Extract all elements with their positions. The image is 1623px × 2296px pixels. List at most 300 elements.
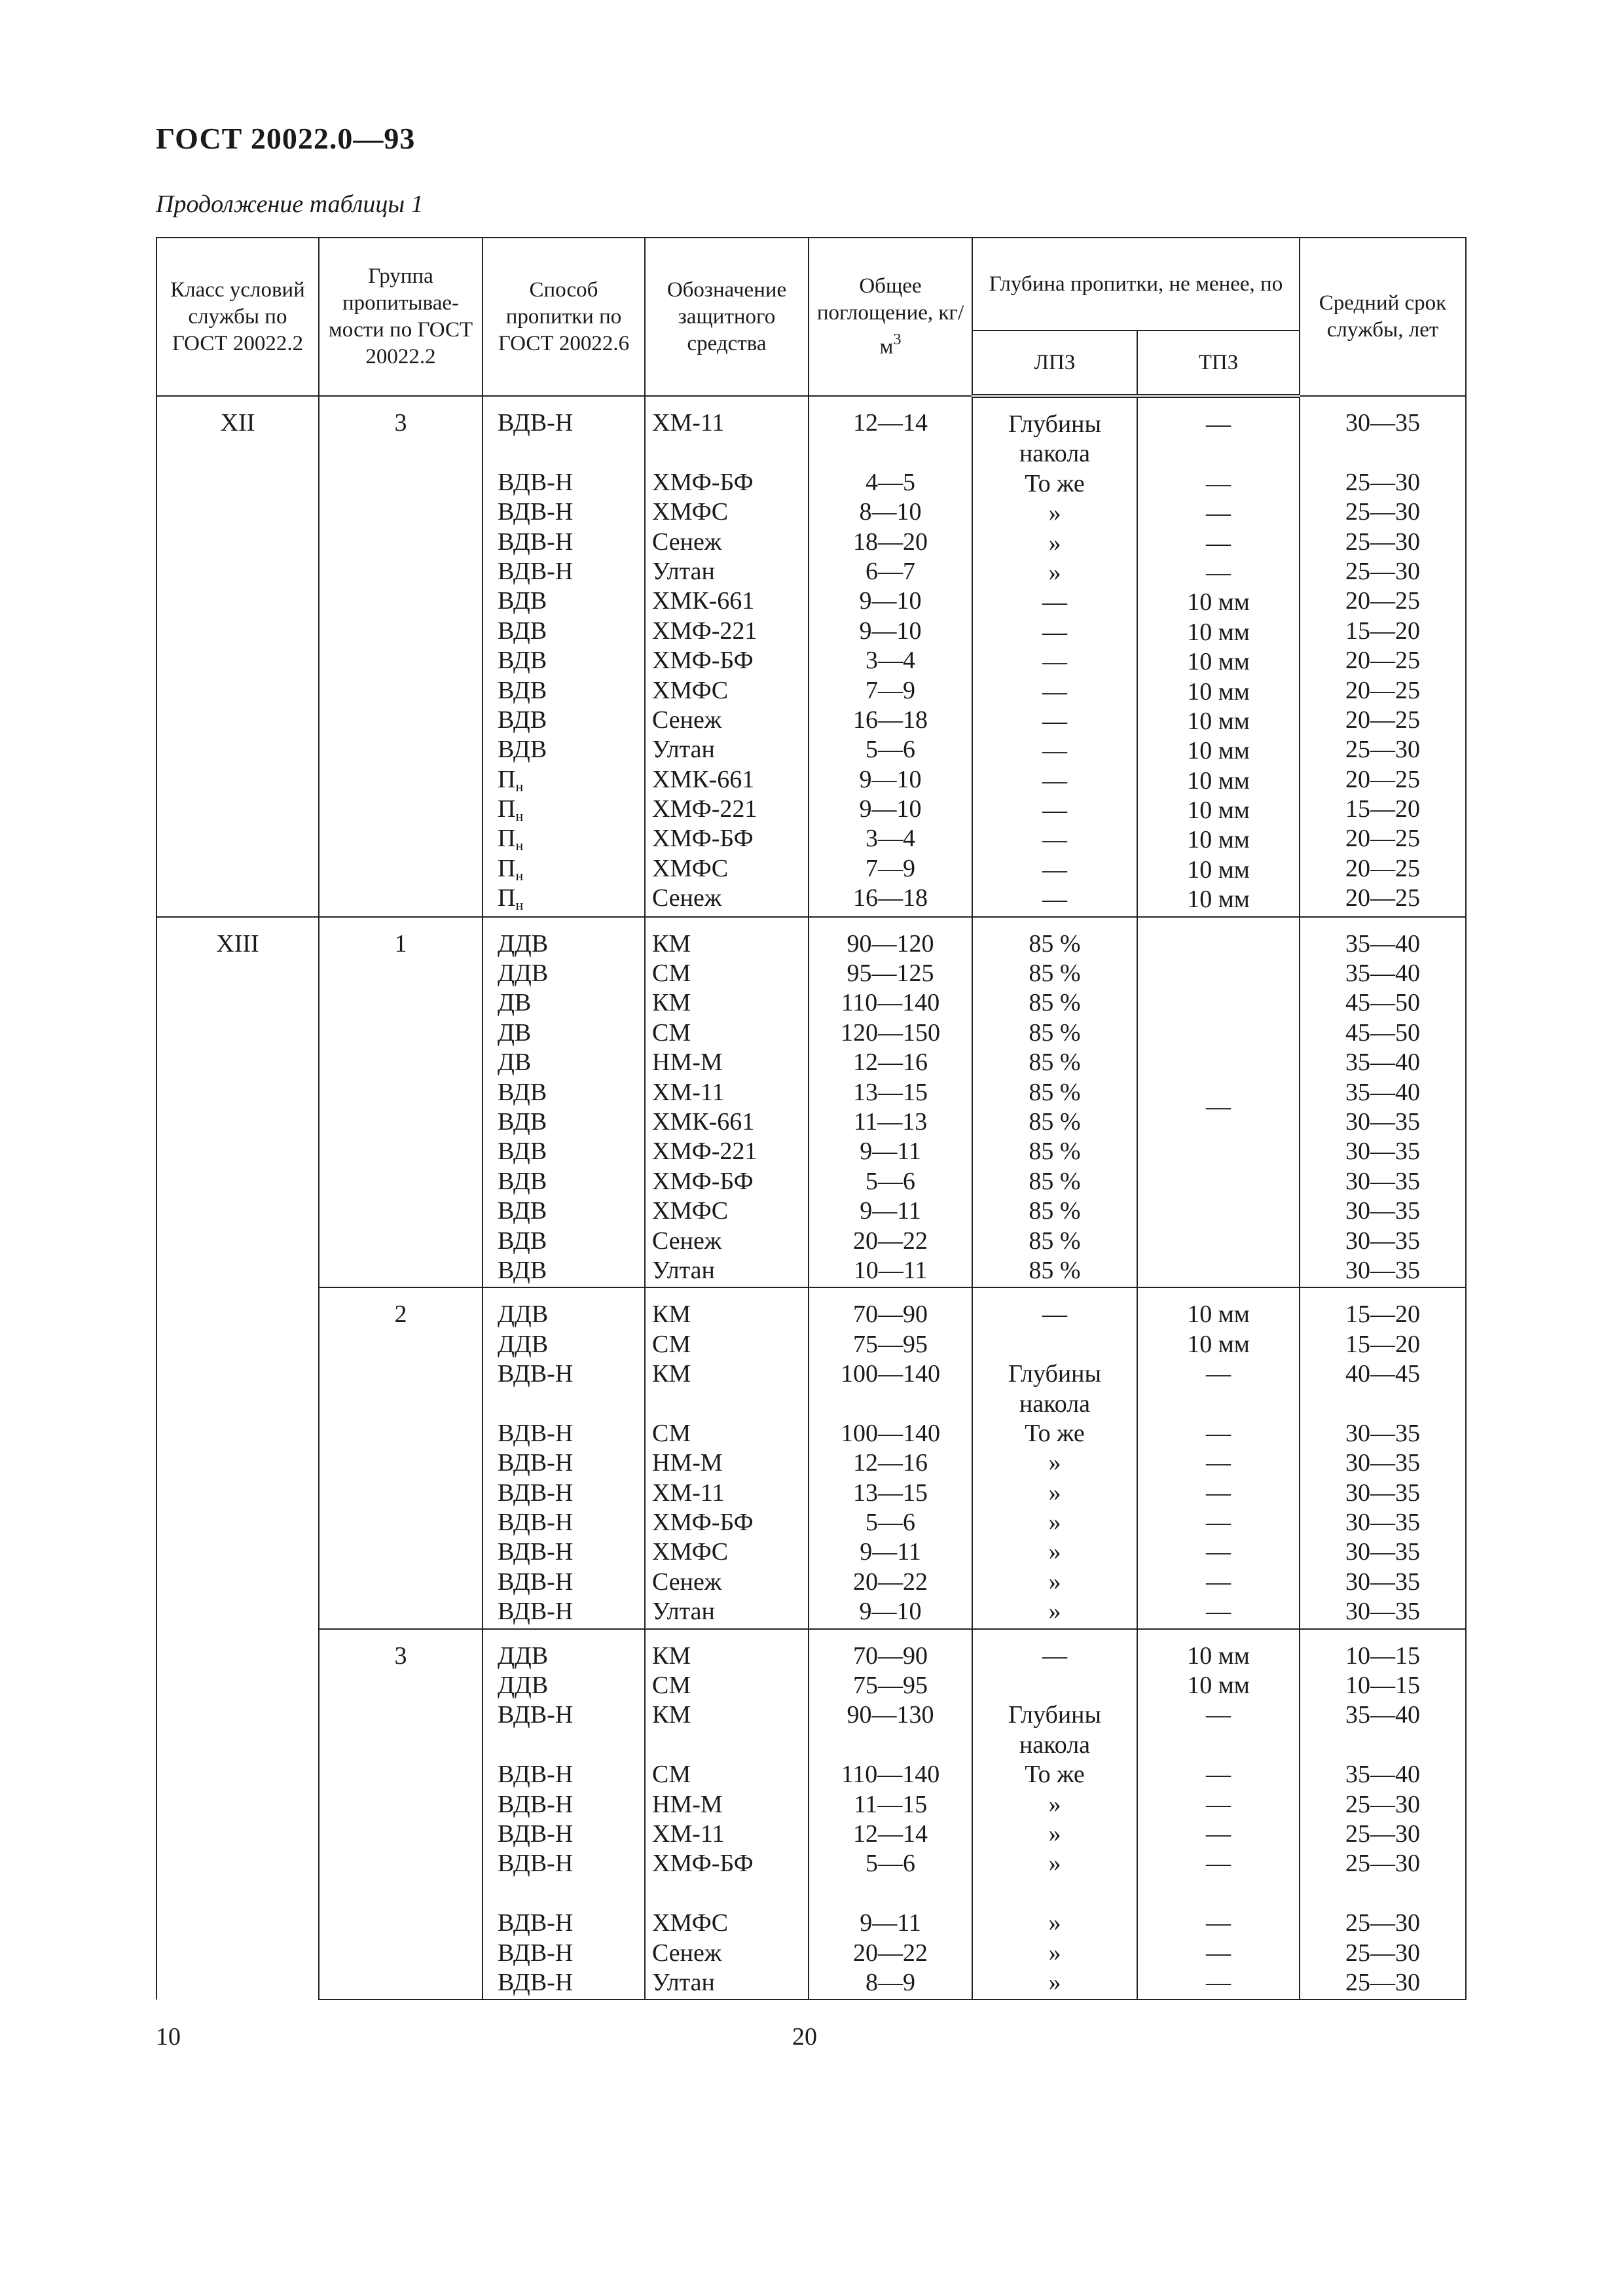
cell-absorption-line bbox=[814, 438, 966, 467]
cell-service-life-line: 15—20 bbox=[1345, 617, 1420, 645]
cell-absorption-line: 4—5 bbox=[866, 468, 915, 496]
cell-depth-lpz-line bbox=[978, 1671, 1131, 1700]
cell-depth-lpz-line: 85 % bbox=[1029, 1107, 1081, 1136]
cell-depth-tpz-line bbox=[1143, 1731, 1294, 1760]
cell-agent-line: ХМФС bbox=[652, 1909, 729, 1937]
cell-agent-line: ХМФ-БФ bbox=[652, 1167, 754, 1195]
cell-depth-tpz-line: 10 мм bbox=[1187, 1330, 1250, 1358]
cell-depth-lpz-line bbox=[978, 1330, 1131, 1359]
cell-depth-tpz-line: 10 мм bbox=[1187, 618, 1250, 646]
col-header-agent: Обозначение защитного средства bbox=[645, 238, 809, 396]
cell-service-life-line: 25—30 bbox=[1345, 498, 1420, 526]
cell-agent-line: ХМ-11 bbox=[652, 1479, 725, 1507]
cell-absorption-line: 10—11 bbox=[853, 1256, 928, 1284]
cell-service-life-line: 20—25 bbox=[1345, 587, 1420, 615]
cell-service-life-line: 25—30 bbox=[1345, 1939, 1420, 1967]
cell-absorption-line: 90—130 bbox=[847, 1701, 934, 1729]
cell-depth-lpz-line: » bbox=[1048, 529, 1061, 557]
cell-absorption-line: 5—6 bbox=[866, 1850, 915, 1878]
table-row-group bbox=[156, 1629, 1466, 2000]
cell-method-line: ВДВ-Н bbox=[498, 1479, 574, 1507]
cell-service-life-line: 30—35 bbox=[1345, 1256, 1420, 1284]
cell-depth-lpz-line: — bbox=[1042, 737, 1067, 765]
cell-depth-tpz-line: 10 мм bbox=[1187, 826, 1250, 854]
cell-agent-line: КМ bbox=[652, 1641, 691, 1670]
cell-method-line: ВДВ bbox=[498, 1227, 547, 1255]
cell-depth-tpz-line: 10 мм bbox=[1187, 797, 1250, 825]
cell-depth-lpz-line: 85 % bbox=[1029, 929, 1081, 958]
cell-absorption-line: 110—140 bbox=[841, 1761, 940, 1789]
cell-absorption-line: 9—11 bbox=[860, 1909, 921, 1937]
cell-method-line: ВДВ-Н bbox=[498, 468, 574, 496]
cell-absorption-line: 12—16 bbox=[853, 1449, 928, 1477]
cell-agent-line: ХМФ-БФ bbox=[652, 1509, 754, 1537]
cell-service-life bbox=[1300, 396, 1466, 917]
cell-service-life-line: 30—35 bbox=[1345, 1138, 1420, 1166]
cell-agent-line: Сенеж bbox=[652, 528, 722, 556]
cell-agent-line bbox=[652, 1879, 803, 1909]
cell-absorption-line: 70—90 bbox=[853, 1300, 928, 1329]
cell-service-life-line bbox=[1305, 1390, 1460, 1419]
cell-service-life-line: 40—45 bbox=[1345, 1360, 1420, 1388]
cell-service-life bbox=[1300, 917, 1466, 1288]
cell-absorption-line: 9—10 bbox=[859, 1598, 922, 1626]
cell-absorption-line: 20—22 bbox=[853, 1568, 928, 1596]
cell-absorption-line: 9—10 bbox=[859, 765, 922, 793]
cell-method-line: ДДВ bbox=[498, 929, 549, 958]
cell-agent-line: ХМК-661 bbox=[652, 765, 755, 793]
cell-service-life-line: 25—30 bbox=[1345, 1790, 1420, 1818]
cell-depth-lpz-line: — bbox=[1042, 677, 1067, 706]
table-body bbox=[156, 396, 1466, 2000]
cell-absorption-line: 12—16 bbox=[853, 1049, 928, 1077]
cell-depth-lpz-line: » bbox=[1048, 558, 1061, 586]
cell-agent-line: НМ-М bbox=[652, 1449, 723, 1477]
cell-depth-tpz-line: 10 мм bbox=[1187, 886, 1250, 914]
cell-method-line: ДДВ bbox=[498, 1641, 549, 1670]
cell-method-line: ДВ bbox=[498, 1018, 532, 1047]
cell-depth-tpz-line: — bbox=[1206, 1939, 1231, 1967]
cell-depth-lpz-line: » bbox=[1048, 1449, 1061, 1477]
cell-method-line: ВДВ bbox=[498, 1256, 547, 1284]
cell-service-life-line: 20—25 bbox=[1345, 825, 1420, 853]
cell-service-life-line: 30—35 bbox=[1345, 1197, 1420, 1225]
cell-absorption-line: 16—18 bbox=[853, 884, 928, 912]
cell-service-life-line: 25—30 bbox=[1345, 736, 1420, 764]
cell-method-line bbox=[498, 1879, 639, 1909]
cell-method-line: ВДВ bbox=[498, 676, 547, 704]
cell-depth-lpz-line: То же bbox=[1025, 1419, 1085, 1447]
cell-agent-line: ХМФС bbox=[652, 498, 729, 526]
cell-service-life-line: 35—40 bbox=[1345, 1701, 1420, 1729]
cell-agent-line: ХМФ-БФ bbox=[652, 647, 754, 675]
cell-depth-lpz-line: » bbox=[1048, 1850, 1061, 1878]
cell-method-line: ВДВ bbox=[498, 1138, 547, 1166]
cell-depth-lpz-line: — bbox=[1042, 1300, 1067, 1329]
cell-service-life-line: 25—30 bbox=[1345, 1820, 1420, 1848]
document-title: ГОСТ 20022.0—93 bbox=[156, 122, 416, 155]
cell-service-life-line: 20—25 bbox=[1345, 647, 1420, 675]
cell-absorption-line: 75—95 bbox=[853, 1672, 928, 1700]
cell-agent bbox=[645, 1629, 809, 2000]
cell-agent-line: КМ bbox=[652, 929, 691, 958]
cell-absorption-line: 9—11 bbox=[860, 1197, 921, 1225]
cell-service-life-line: 25—30 bbox=[1345, 557, 1420, 585]
cell-absorption bbox=[809, 396, 972, 917]
cell-depth-lpz-line: 85 % bbox=[1029, 1227, 1081, 1255]
cell-method-line: ВДВ bbox=[498, 736, 547, 764]
cell-depth-lpz-line: — bbox=[1042, 855, 1067, 884]
cell-agent-line: СМ bbox=[652, 1672, 691, 1700]
cell-agent-line: Сенеж bbox=[652, 884, 722, 912]
cell-absorption-line: 110—140 bbox=[841, 989, 940, 1017]
cell-depth-tpz-line: — bbox=[1206, 1360, 1231, 1388]
cell-method-line: ВДВ bbox=[498, 647, 547, 675]
cell-agent-line bbox=[652, 438, 803, 467]
cell-absorption-line: 12—14 bbox=[853, 409, 928, 437]
cell-depth-lpz-line: » bbox=[1048, 1509, 1061, 1537]
cell-depth-lpz-line: 85 % bbox=[1029, 1167, 1081, 1195]
cell-depth-tpz-line: — bbox=[1206, 1538, 1231, 1566]
cell-absorption-line: 5—6 bbox=[866, 1509, 915, 1537]
cell-depth-lpz-line: » bbox=[1048, 499, 1061, 528]
cell-absorption-line: 3—4 bbox=[866, 647, 915, 675]
cell-method-line: ВДВ-Н bbox=[498, 1598, 574, 1626]
cell-depth-lpz-line: — bbox=[1042, 766, 1067, 795]
cell-service-life-line: 25—30 bbox=[1345, 528, 1420, 556]
cell-service-life-line: 10—15 bbox=[1345, 1641, 1420, 1670]
cell-absorption-line: 20—22 bbox=[853, 1227, 928, 1255]
cell-agent-line: ХМФ-БФ bbox=[652, 825, 754, 853]
cell-absorption-line: 70—90 bbox=[853, 1641, 928, 1670]
cell-method-line: ДВ bbox=[498, 1049, 532, 1077]
cell-method-line bbox=[498, 1731, 639, 1760]
cell-depth-lpz-line: Глубины bbox=[1008, 1701, 1102, 1729]
cell-agent-line: Ултан bbox=[652, 557, 715, 585]
cell-agent-line: СМ bbox=[652, 1761, 691, 1789]
cell-method-line: ВДВ-Н bbox=[498, 1360, 574, 1388]
cell-depth-lpz-line: » bbox=[1048, 1909, 1061, 1937]
cell-service-life-line: 30—35 bbox=[1345, 1167, 1420, 1195]
cell-agent-line: ХМФ-221 bbox=[652, 795, 757, 823]
cell-depth-lpz-line: 85 % bbox=[1029, 989, 1081, 1017]
cell-method-line: ВДВ bbox=[498, 1197, 547, 1225]
cell-method-line: ВДВ-Н bbox=[498, 1568, 574, 1596]
cell-absorption-line: 8—10 bbox=[859, 498, 922, 526]
cell-depth-tpz-line: — bbox=[1206, 1968, 1231, 1996]
cell-agent-line: Ултан bbox=[652, 1256, 715, 1284]
cell-method-line: ВДВ-Н bbox=[498, 1538, 574, 1566]
cell-depth-lpz-line: » bbox=[1048, 1790, 1061, 1818]
cell-service-life-line: 10—15 bbox=[1345, 1672, 1420, 1700]
cell-agent-line: КМ bbox=[652, 1300, 691, 1329]
cell-agent-line: НМ-М bbox=[652, 1049, 723, 1077]
col-header-absorption: Общее поглощение, $кг/м^3$ bbox=[809, 238, 972, 396]
cell-depth-lpz-line: » bbox=[1048, 1968, 1061, 1996]
cell-depth-lpz-line: накола bbox=[1019, 1390, 1091, 1418]
cell-depth-tpz-line: 10 мм bbox=[1187, 588, 1250, 617]
cell-method-line: $П_н$ bbox=[498, 795, 524, 825]
cell-service-life-line: 30—35 bbox=[1345, 1479, 1420, 1507]
cell-service-life-line: 30—35 bbox=[1345, 1598, 1420, 1626]
cell-absorption-line: 7—9 bbox=[866, 676, 915, 704]
cell-service-life-line: 20—25 bbox=[1345, 765, 1420, 793]
cell-service-life-line: 35—40 bbox=[1345, 1078, 1420, 1106]
cell-depth-lpz-line: 85 % bbox=[1029, 1049, 1081, 1077]
cell-depth-tpz-line: — bbox=[1206, 1761, 1231, 1789]
cell-depth-tpz-line: 10 мм bbox=[1187, 1641, 1250, 1670]
cell-method-line: $П_н$ bbox=[498, 825, 524, 854]
cell-method-line: ВДВ-Н bbox=[498, 1939, 574, 1967]
cell-method-line: ВДВ-Н bbox=[498, 1449, 574, 1477]
cell-depth-tpz bbox=[1137, 1629, 1300, 2000]
cell-service-life-line: 30—35 bbox=[1345, 409, 1420, 437]
col-header-lpz: ЛПЗ bbox=[972, 331, 1137, 396]
cell-depth-tpz-line: — bbox=[1206, 529, 1231, 557]
cell-absorption-line: 12—14 bbox=[853, 1820, 928, 1848]
cell-agent bbox=[645, 917, 809, 1288]
cell-depth-tpz-line: 10 мм bbox=[1187, 855, 1250, 884]
cell-depth-tpz-line: — bbox=[1206, 1598, 1231, 1626]
cell-depth-tpz-line: 10 мм bbox=[1187, 648, 1250, 676]
cell-group: 3 bbox=[319, 1629, 483, 2000]
cell-agent-line: Сенеж bbox=[652, 706, 722, 734]
cell-method-line: $П_н$ bbox=[498, 854, 524, 884]
cell-method-line: ВДВ-Н bbox=[498, 1909, 574, 1937]
cell-depth-lpz-line: — bbox=[1042, 588, 1067, 617]
cell-depth-lpz-line: » bbox=[1048, 1568, 1061, 1596]
cell-depth-tpz-line: — bbox=[1206, 1850, 1231, 1878]
cell-agent-line: Ултан bbox=[652, 1968, 715, 1996]
cell-absorption-line bbox=[814, 1390, 966, 1419]
col-header-service-life: Средний срок службы, лет bbox=[1300, 238, 1466, 396]
cell-service-life-line bbox=[1305, 1731, 1460, 1760]
cell-service-life-line: 30—35 bbox=[1345, 1568, 1420, 1596]
cell-depth-lpz-line: 85 % bbox=[1029, 1197, 1081, 1225]
cell-method-line: ВДВ-Н bbox=[498, 1419, 574, 1447]
cell-depth-lpz-line: накола bbox=[1019, 440, 1091, 468]
cell-depth-tpz-line: — bbox=[1206, 410, 1231, 438]
cell-agent-line: СМ bbox=[652, 1330, 691, 1358]
cell-absorption-line: 9—11 bbox=[860, 1538, 921, 1566]
cell-absorption-line: 5—6 bbox=[866, 1167, 915, 1195]
table-row-group bbox=[156, 917, 1466, 1288]
cell-absorption-line: 11—13 bbox=[853, 1107, 928, 1136]
cell-method-line: ВДВ bbox=[498, 1107, 547, 1136]
cell-agent-line: ХМФС bbox=[652, 1197, 729, 1225]
cell-service-life-line bbox=[1305, 438, 1460, 467]
col-header-group: Группа пропитывае-мости по ГОСТ 20022.2 bbox=[319, 238, 483, 396]
cell-agent-line: ХМ-11 bbox=[652, 409, 725, 437]
cell-absorption-line bbox=[814, 1731, 966, 1760]
cell-method-line: ДДВ bbox=[498, 1672, 549, 1700]
page-number-left: 10 bbox=[156, 2023, 181, 2051]
cell-service-life-line: 35—40 bbox=[1345, 929, 1420, 958]
cell-absorption-line: 16—18 bbox=[853, 706, 928, 734]
cell-method-line: ВДВ-Н bbox=[498, 1850, 574, 1878]
cell-absorption-line: 20—22 bbox=[853, 1939, 928, 1967]
cell-depth-tpz-line: — bbox=[1206, 1509, 1231, 1537]
cell-method bbox=[483, 917, 645, 1288]
cell-depth-lpz-line: накола bbox=[1019, 1731, 1091, 1759]
cell-absorption-line: 9—10 bbox=[859, 617, 922, 645]
cell-depth-tpz: — bbox=[1137, 917, 1300, 1288]
cell-agent-line: ХМ-11 bbox=[652, 1078, 725, 1106]
cell-depth-lpz-line: — bbox=[1042, 797, 1067, 825]
cell-depth-tpz-line: 10 мм bbox=[1187, 737, 1250, 765]
cell-depth-lpz-line: То же bbox=[1025, 469, 1085, 497]
cell-method-line: ВДВ-Н bbox=[498, 1790, 574, 1818]
cell-depth-lpz-line: 85 % bbox=[1029, 1078, 1081, 1106]
cell-agent-line: ХМФ-БФ bbox=[652, 1850, 754, 1878]
cell-depth-lpz-line: 85 % bbox=[1029, 1256, 1081, 1284]
cell-service-life-line: 25—30 bbox=[1345, 1850, 1420, 1878]
cell-service-life-line: 35—40 bbox=[1345, 960, 1420, 988]
cell-absorption-line: 100—140 bbox=[841, 1419, 940, 1447]
col-header-method: Способ пропитки по ГОСТ 20022.6 bbox=[483, 238, 645, 396]
cell-agent-line: Сенеж bbox=[652, 1227, 722, 1255]
cell-depth-lpz-line: — bbox=[1042, 707, 1067, 735]
cell-absorption-line: 13—15 bbox=[853, 1479, 928, 1507]
cell-absorption-line: 9—10 bbox=[859, 587, 922, 615]
cell-absorption-line: 7—9 bbox=[866, 854, 915, 882]
cell-depth-lpz-line: — bbox=[1042, 648, 1067, 676]
cell-depth-tpz-line: 10 мм bbox=[1187, 707, 1250, 735]
cell-method-line: ВДВ-Н bbox=[498, 528, 574, 556]
cell-absorption-line: 75—95 bbox=[853, 1330, 928, 1358]
cell-depth-tpz-line: — bbox=[1206, 1909, 1231, 1937]
cell-depth-tpz-line: — bbox=[1206, 1568, 1231, 1596]
cell-depth-tpz bbox=[1137, 396, 1300, 917]
cell-agent-line: Ултан bbox=[652, 1598, 715, 1626]
cell-service-life-line: 20—25 bbox=[1345, 706, 1420, 734]
cell-depth-tpz-line: — bbox=[1206, 558, 1231, 586]
cell-depth-lpz bbox=[972, 917, 1137, 1288]
col-header-tpz: ТПЗ bbox=[1137, 331, 1300, 396]
cell-depth-tpz-line: 10 мм bbox=[1187, 677, 1250, 706]
cell-depth-lpz-line: Глубины bbox=[1008, 410, 1102, 438]
cell-method-line: ВДВ-Н bbox=[498, 1701, 574, 1729]
cell-method-line: ВДВ bbox=[498, 587, 547, 615]
cell-agent-line: ХМ-11 bbox=[652, 1820, 725, 1848]
cell-service-life-line: 30—35 bbox=[1345, 1538, 1420, 1566]
cell-agent-line: ХМФ-221 bbox=[652, 1138, 757, 1166]
cell-depth-lpz-line: — bbox=[1042, 826, 1067, 854]
cell-service-life-line: 15—20 bbox=[1345, 1330, 1420, 1358]
cell-agent-line: СМ bbox=[652, 1419, 691, 1447]
cell-service-life-line: 35—40 bbox=[1345, 1049, 1420, 1077]
cell-agent-line: ХМФС bbox=[652, 1538, 729, 1566]
cell-absorption-line: 13—15 bbox=[853, 1078, 928, 1106]
cell-absorption-line: 3—4 bbox=[866, 825, 915, 853]
cell-agent bbox=[645, 396, 809, 917]
cell-agent bbox=[645, 1287, 809, 1628]
cell-depth-tpz-line: — bbox=[1206, 1479, 1231, 1507]
cell-depth-lpz-line: » bbox=[1048, 1538, 1061, 1566]
cell-depth-lpz bbox=[972, 1287, 1137, 1628]
cell-service-life-line: 15—20 bbox=[1345, 795, 1420, 823]
cell-depth-lpz-line: — bbox=[1042, 886, 1067, 914]
cell-agent-line bbox=[652, 1390, 803, 1419]
cell-agent-line: СМ bbox=[652, 1018, 691, 1047]
cell-absorption-line: 6—7 bbox=[866, 557, 915, 585]
cell-depth-tpz-line: 10 мм bbox=[1187, 766, 1250, 795]
cell-method-line: ДДВ bbox=[498, 960, 549, 988]
cell-agent-line: КМ bbox=[652, 1360, 691, 1388]
cell-depth-tpz-line: — bbox=[1206, 499, 1231, 528]
cell-depth-tpz-line: — bbox=[1206, 1449, 1231, 1477]
cell-service-life-line: 30—35 bbox=[1345, 1419, 1420, 1447]
cell-agent-line: ХМФ-БФ bbox=[652, 468, 754, 496]
cell-absorption-line: 9—11 bbox=[860, 1138, 921, 1166]
cell-agent-line: ХМФС bbox=[652, 854, 729, 882]
cell-service-life-line: 30—35 bbox=[1345, 1107, 1420, 1136]
cell-depth-lpz-line: — bbox=[1042, 618, 1067, 646]
cell-depth-lpz-line: » bbox=[1048, 1479, 1061, 1507]
cell-depth-lpz-line: 85 % bbox=[1029, 1138, 1081, 1166]
cell-service-life-line: 20—25 bbox=[1345, 676, 1420, 704]
cell-service-life-line: 20—25 bbox=[1345, 884, 1420, 912]
cell-group: 3 bbox=[319, 396, 483, 917]
cell-method-line: ВДВ-Н bbox=[498, 1761, 574, 1789]
cell-depth-tpz-line bbox=[1143, 1390, 1294, 1419]
cell-absorption-line: 95—125 bbox=[847, 960, 934, 988]
cell-depth-lpz bbox=[972, 396, 1137, 917]
cell-depth-lpz-line bbox=[978, 1879, 1131, 1909]
page-number-center: 20 bbox=[792, 2023, 817, 2051]
cell-depth-tpz-line bbox=[1143, 439, 1294, 469]
cell-agent-line: Сенеж bbox=[652, 1568, 722, 1596]
cell-depth-tpz-line: 10 мм bbox=[1187, 1300, 1250, 1329]
cell-method-line bbox=[498, 438, 639, 467]
cell-service-life-line: 35—40 bbox=[1345, 1761, 1420, 1789]
cell-absorption-line: 11—15 bbox=[853, 1790, 928, 1818]
cell-method-line bbox=[498, 1390, 639, 1419]
cell-method-line: ВДВ-Н bbox=[498, 409, 574, 437]
cell-agent-line: ХМК-661 bbox=[652, 1107, 755, 1136]
cell-service-life-line: 45—50 bbox=[1345, 989, 1420, 1017]
cell-depth-lpz-line: То же bbox=[1025, 1761, 1085, 1789]
cell-service-life-line: 25—30 bbox=[1345, 1968, 1420, 1996]
cell-method-line: ДВ bbox=[498, 989, 532, 1017]
cell-method bbox=[483, 396, 645, 917]
cell-class: XII bbox=[156, 396, 319, 917]
cell-agent-line: НМ-М bbox=[652, 1790, 723, 1818]
cell-method-line: ДДВ bbox=[498, 1300, 549, 1329]
cell-method-line: ВДВ bbox=[498, 706, 547, 734]
cell-depth-tpz bbox=[1137, 1287, 1300, 1628]
cell-agent-line: Ултан bbox=[652, 736, 715, 764]
col-header-class: Класс условий службы по ГОСТ 20022.2 bbox=[156, 238, 319, 396]
cell-depth-lpz-line: » bbox=[1048, 1939, 1061, 1967]
cell-service-life bbox=[1300, 1629, 1466, 2000]
cell-depth-tpz-line: — bbox=[1206, 469, 1231, 497]
cell-depth-tpz-line: — bbox=[1206, 1419, 1231, 1447]
cell-method-line: ВДВ-Н bbox=[498, 557, 574, 585]
cell-group: 2 bbox=[319, 1287, 483, 1628]
cell-absorption bbox=[809, 1287, 972, 1628]
table-row-group bbox=[156, 396, 1466, 917]
cell-agent-line: ХМК-661 bbox=[652, 587, 755, 615]
cell-depth-lpz-line: Глубины bbox=[1008, 1360, 1102, 1388]
cell-depth-lpz-line: 85 % bbox=[1029, 960, 1081, 988]
cell-absorption-line: 100—140 bbox=[841, 1360, 940, 1388]
cell-agent-line: ХМФС bbox=[652, 676, 729, 704]
cell-absorption-line: 9—10 bbox=[859, 795, 922, 823]
cell-class: XIII bbox=[156, 917, 319, 2000]
cell-absorption-line: 8—9 bbox=[866, 1968, 915, 1996]
cell-service-life bbox=[1300, 1287, 1466, 1628]
